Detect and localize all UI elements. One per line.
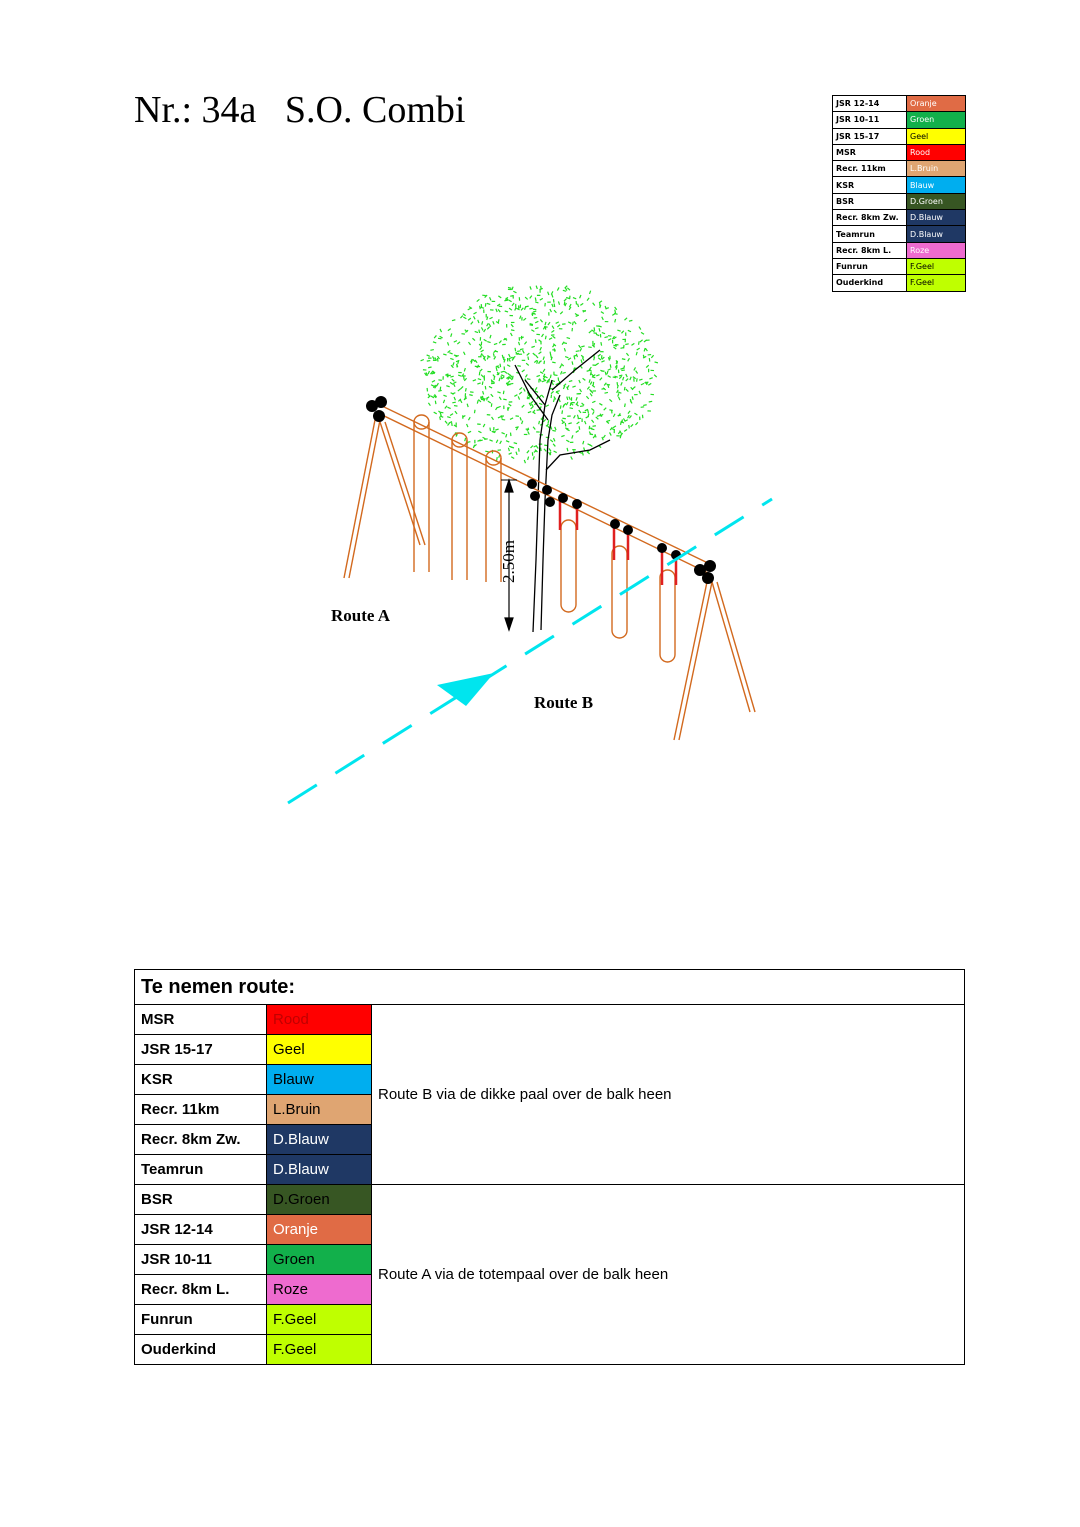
legend-name: BSR — [833, 193, 907, 209]
legend-name: Ouderkind — [833, 275, 907, 291]
route-color-swatch: Roze — [267, 1275, 372, 1305]
route-arrow — [288, 499, 772, 803]
route-row — [135, 1005, 965, 1035]
route-category-name: Funrun — [135, 1305, 267, 1335]
route-color-swatch: D.Blauw — [267, 1155, 372, 1185]
route-category-name: KSR — [135, 1065, 267, 1095]
legend-color-swatch: L.Bruin — [907, 161, 966, 177]
route-color-swatch: Rood — [267, 1005, 372, 1035]
route-category-name: BSR — [135, 1185, 267, 1215]
legend-color-swatch: Blauw — [907, 177, 966, 193]
legend-name: MSR — [833, 144, 907, 160]
legend-color-swatch: Geel — [907, 128, 966, 144]
route-color-swatch: L.Bruin — [267, 1095, 372, 1125]
route-color-swatch: D.Groen — [267, 1185, 372, 1215]
height-label: 2.50m — [499, 540, 518, 583]
route-category-name: JSR 10-11 — [135, 1245, 267, 1275]
route-category-name: Recr. 11km — [135, 1095, 267, 1125]
legend-name: JSR 12-14 — [833, 96, 907, 112]
route-category-name: Teamrun — [135, 1155, 267, 1185]
legend-name: Teamrun — [833, 226, 907, 242]
route-category-name: Recr. 8km L. — [135, 1275, 267, 1305]
route-color-swatch: Oranje — [267, 1215, 372, 1245]
route-category-name: Ouderkind — [135, 1335, 267, 1365]
route-color-swatch: F.Geel — [267, 1305, 372, 1335]
route-color-swatch: Blauw — [267, 1065, 372, 1095]
route-category-name: JSR 15-17 — [135, 1035, 267, 1065]
legend-color-swatch: Groen — [907, 112, 966, 128]
route-description: Route B via de dikke paal over de balk heen — [372, 1005, 965, 1185]
legend-color-swatch: D.Blauw — [907, 226, 966, 242]
route-a-label: Route A — [331, 606, 391, 625]
legend-name: KSR — [833, 177, 907, 193]
route-category-name: Recr. 8km Zw. — [135, 1125, 267, 1155]
route-category-name: MSR — [135, 1005, 267, 1035]
tree-foliage — [421, 286, 658, 464]
left-a-frame — [344, 420, 425, 578]
right-a-frame — [674, 582, 755, 740]
legend-color-swatch: F.Geel — [907, 258, 966, 274]
page-title: Nr.: 34a S.O. Combi — [134, 89, 466, 131]
legend-name: JSR 15-17 — [833, 128, 907, 144]
red-straps — [560, 500, 676, 585]
legend-color-swatch: D.Groen — [907, 193, 966, 209]
route-row — [135, 1185, 965, 1215]
routes-table-header: Te nemen route: — [135, 970, 965, 1005]
legend-color-swatch: F.Geel — [907, 275, 966, 291]
legend-name: Funrun — [833, 258, 907, 274]
legend-name: JSR 10-11 — [833, 112, 907, 128]
totem-poles — [414, 415, 501, 582]
legend-name: Recr. 8km Zw. — [833, 210, 907, 226]
tree-trunk — [515, 350, 610, 632]
route-category-name: JSR 12-14 — [135, 1215, 267, 1245]
hanging-logs — [561, 520, 675, 662]
routes-table — [134, 969, 965, 1365]
route-color-swatch: D.Blauw — [267, 1125, 372, 1155]
route-color-swatch: Groen — [267, 1245, 372, 1275]
legend-color-swatch: Roze — [907, 242, 966, 258]
route-b-label: Route B — [534, 693, 594, 712]
route-color-swatch: F.Geel — [267, 1335, 372, 1365]
route-color-swatch: Geel — [267, 1035, 372, 1065]
legend-color-swatch: D.Blauw — [907, 210, 966, 226]
legend-color-swatch: Rood — [907, 144, 966, 160]
route-description: Route A via de totempaal over de balk heen — [372, 1185, 965, 1365]
legend-color-swatch: Oranje — [907, 96, 966, 112]
legend-name: Recr. 8km L. — [833, 242, 907, 258]
legend-name: Recr. 11km — [833, 161, 907, 177]
